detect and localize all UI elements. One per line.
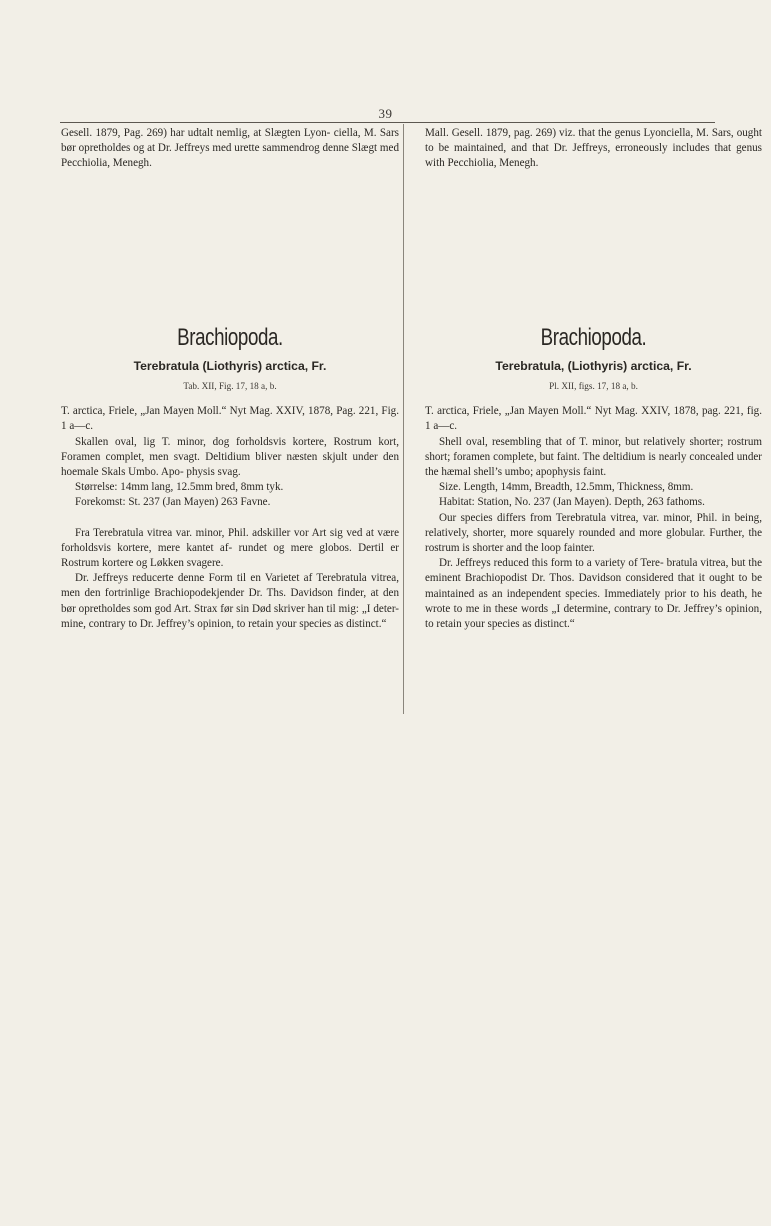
left-paragraph-2: Dr. Jeffreys reducerte denne Form til en Varietet af Terebratula vitrea, men den fortrinlige Brachiopodekjender Dr. Ths. Davidson finder, at den bør opretholdes som god Art. Strax før sin Død skriver han til mig: „I deter- mine, contrary to Dr. Jeffrey’s opinion, to retain your species as distinct.“ bbox=[61, 572, 399, 630]
column-divider bbox=[403, 124, 404, 714]
page-number: 39 bbox=[378, 106, 393, 121]
right-description: Shell oval, resembling that of T. minor, but relatively shorter; rostrum short; foramen complete, but faint. The deltidium is nearly concealed under the hæmal shell’s umbo; apophysis faint. bbox=[425, 435, 762, 479]
left-paragraph-1: Fra Terebratula vitrea var. minor, Phil. adskiller vor Art sig ved at være forholdsvis kortere, mere kantet af- rundet og mere globos. Dertil er Rostrum kortere og Løkken svagere. bbox=[61, 526, 399, 570]
left-description: Skallen oval, lig T. minor, dog forholdsvis kortere, Rostrum kort, Foramen complet, men svagt. Deltidium bliver næsten skjult under den hoemale Skals Umbo. Apo- physis svag. bbox=[61, 435, 399, 479]
right-size: Size. Length, 14mm, Breadth, 12.5mm, Thickness, 8mm. bbox=[439, 481, 694, 494]
right-paragraph-2: Dr. Jeffreys reduced this form to a variety of Tere- bratula vitrea, but the eminent Brachiopodist Dr. Thos. Davidson considered that it ought to be maintained as an independent species. Immediately prior to his death, he wrote to me in these words „I determine, contrary to Dr. Jeffrey’s opinion, to retain your species as distinct.“ bbox=[425, 557, 762, 631]
right-column-english bbox=[425, 126, 762, 632]
left-section-title: Brachiopoda. bbox=[177, 323, 283, 351]
left-citation: T. arctica, Friele, „Jan Mayen Moll.“ Nyt Mag. XXIV, 1878, Pag. 221, Fig. 1 a—c. bbox=[61, 405, 399, 433]
right-species-title: Terebratula, (Liothyris) arctica, Fr. bbox=[495, 358, 692, 373]
left-column-norwegian bbox=[61, 126, 399, 632]
header-rule bbox=[60, 122, 715, 123]
left-size: Størrelse: 14mm lang, 12.5mm bred, 8mm tyk. bbox=[75, 481, 284, 494]
left-locality: Forekomst: St. 237 (Jan Mayen) 263 Favne. bbox=[75, 496, 271, 509]
right-locality: Habitat: Station, No. 237 (Jan Mayen). Depth, 263 fathoms. bbox=[439, 496, 705, 509]
left-intro: Gesell. 1879, Pag. 269) har udtalt nemlig, at Slægten Lyon- ciella, M. Sars bør opretholdes og at Dr. Jeffreys med urette sammendrog denne Slægt med Pecchiolia, Menegh. bbox=[61, 127, 399, 170]
right-citation: T. arctica, Friele, „Jan Mayen Moll.“ Nyt Mag. XXIV, 1878, pag. 221, fig. 1 a—c. bbox=[425, 405, 762, 433]
left-species-title: Terebratula (Liothyris) arctica, Fr. bbox=[133, 358, 327, 373]
right-paragraph-1: Our species differs from Terebratula vitrea, var. minor, Phil. in being, relatively, shorter, more squarely rounded and more globular. Further, the rostrum is shorter and the loop fainter. bbox=[425, 511, 762, 555]
left-plate-reference: Tab. XII, Fig. 17, 18 a, b. bbox=[183, 381, 277, 392]
right-plate-reference: Pl. XII, figs. 17, 18 a, b. bbox=[549, 381, 638, 392]
right-intro: Mall. Gesell. 1879, pag. 269) viz. that the genus Lyonciella, M. Sars, ought to be maintained, and that Dr. Jeffreys, erroneously includes that genus with Pecchiolia, Menegh. bbox=[425, 127, 762, 170]
right-section-title: Brachiopoda. bbox=[540, 323, 647, 351]
